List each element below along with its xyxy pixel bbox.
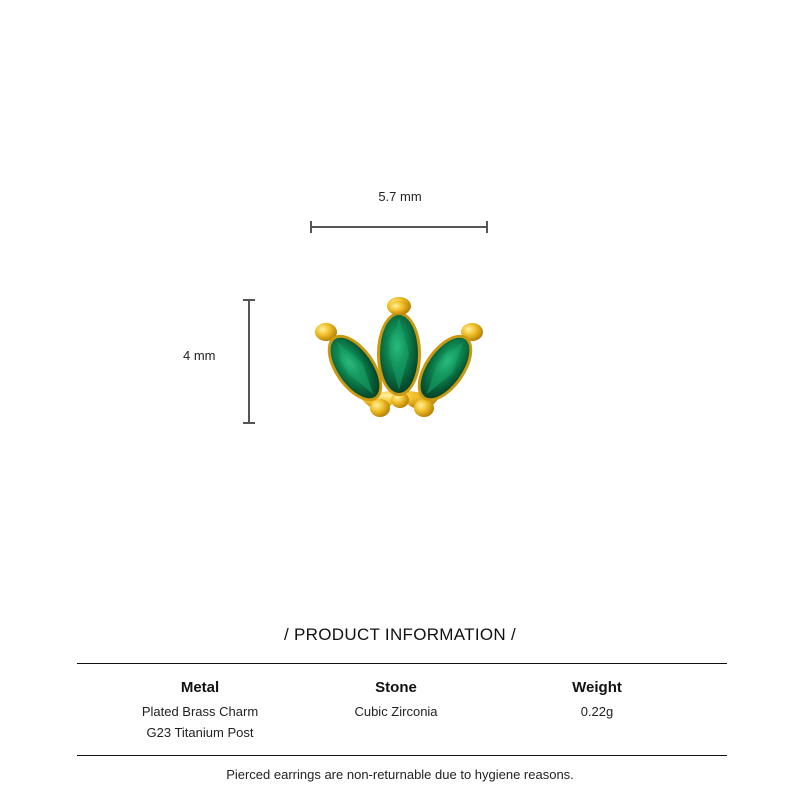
width-ruler xyxy=(310,226,488,228)
gold-prong xyxy=(414,399,434,417)
weight-line: 0.22g xyxy=(580,704,614,719)
weight-column xyxy=(497,679,697,722)
return-policy-note: Pierced earrings are non-returnable due to hygiene reasons. xyxy=(226,767,574,782)
metal-column xyxy=(100,679,300,743)
height-ruler xyxy=(248,299,250,424)
width-dimension-label xyxy=(0,189,800,204)
product-information-title: / PRODUCT INFORMATION / xyxy=(284,625,516,644)
gold-prong xyxy=(388,301,410,315)
gold-prong xyxy=(370,399,390,417)
metal-line: G23 Titanium Post xyxy=(146,725,254,740)
center-marquise-stone xyxy=(377,312,421,396)
table-top-divider xyxy=(77,663,727,664)
weight-heading: Weight xyxy=(572,679,622,696)
metal-line: Plated Brass Charm xyxy=(141,704,259,719)
metal-heading: Metal xyxy=(180,679,220,696)
table-bottom-divider xyxy=(77,755,727,756)
height-dimension-label: 4 mm xyxy=(183,348,216,363)
stone-column xyxy=(296,679,496,722)
earring-product-image xyxy=(300,288,500,428)
stone-heading: Stone xyxy=(375,679,417,696)
width-dimension-text: 5.7 mm xyxy=(378,189,422,204)
stone-line: Cubic Zirconia xyxy=(354,704,438,719)
